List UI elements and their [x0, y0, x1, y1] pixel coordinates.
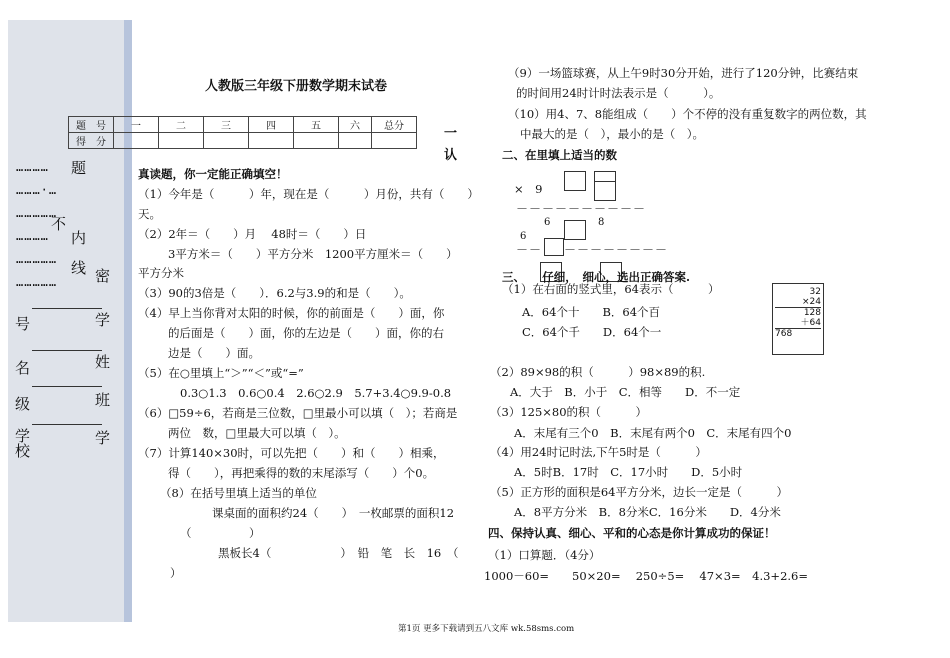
answer-box-3[interactable] — [564, 220, 586, 240]
s1-q4b: 的后面是（ ）面，你的左边是（ ）面，你的右 — [168, 326, 444, 340]
school-suffix: 学校 — [13, 428, 31, 458]
s3-q4: （4）用24时记时法,下午5时是（ ） — [490, 445, 707, 459]
s1-q4: （4）早上当你背对太阳的时候，你的前面是（ ）面，你 — [138, 306, 445, 320]
s1-q3: （3）90的3倍是（ ）．6.2与3.9的和是（ ）。 — [138, 286, 411, 300]
section4-heading: 四、保持认真、细心、平和的心态是你计算成功的保证！ — [488, 526, 776, 540]
s4-sub: （1）口算题．（4分） — [488, 548, 601, 562]
score-cell-total[interactable] — [372, 133, 417, 149]
s1-q7: （7）计算140×30时，可以先把（ ）和（ ）相乘， — [138, 446, 445, 460]
seal-dots-2: ………·… — [16, 183, 58, 197]
section1-heading: 真读题，你一定能正确填空！ — [138, 167, 288, 181]
s3-q1: （1）在右面的竖式里，64表示（ ） — [502, 282, 720, 296]
s1-q7b: 得（ ），再把乘得的数的末尾添写（ ）个0。 — [168, 466, 435, 480]
s1-q5b: 0.3○1.3 0.6○0.4 2.6○2.9 5.7+3.4○9.9-0.8 — [180, 386, 452, 400]
s3-q1a: A．64个十 B．64个百 — [522, 305, 661, 319]
score-cell-5[interactable] — [294, 133, 339, 149]
s2-dashes3: －－－－－－－－ — [564, 243, 669, 257]
section1-heading-char: 一 — [444, 126, 458, 141]
score-row-label: 得 分 — [69, 133, 114, 149]
fill-line-3 — [32, 386, 102, 387]
s3-q1b: C．64个千 D．64个一 — [522, 325, 662, 339]
fill-line-1 — [32, 308, 102, 309]
s2-dashes2: －－ — [516, 243, 543, 257]
score-header-total: 总分 — [372, 117, 417, 133]
s1-q8b: 黑板长4（ ） 铅 笔 长 16 （ — [218, 546, 459, 560]
s4-calcs: 1000－60= 50×20= 250÷5= 47×3= 4.3+2.6= — [484, 569, 808, 583]
s2-six: 6 — [544, 217, 551, 228]
s1-q6b: 两位 数，□里最大可以填（ ）。 — [168, 426, 346, 440]
s1-q6: （6）□59÷6，若商是三位数，□里最小可以填（ ）；若商是 — [138, 406, 458, 420]
seal-dots-5: …………… — [16, 252, 58, 266]
s3-q5o: A．8平方分米 B．8分米C．16分米 D．4分米 — [514, 505, 781, 519]
s1-q8a2: （ ） — [180, 526, 261, 540]
s1-q10b: 中最大的是（ ），最小的是（ ）。 — [520, 127, 704, 141]
s1-q5: （5）在○里填上“＞”“＜”或“=” — [138, 366, 304, 380]
id-suffix: 号 — [13, 316, 31, 331]
grade-label: 级 — [13, 396, 31, 411]
seal-char-bu: 不 — [49, 216, 67, 231]
s1-q2c: 平方分米 — [138, 266, 184, 280]
score-cell-6[interactable] — [339, 133, 372, 149]
seal-char-mi: 题 — [69, 160, 87, 175]
score-header-1: 一 — [114, 117, 159, 133]
section2-heading: 二、在里填上适当的数 — [502, 148, 617, 162]
s1-q4c: 边是（ ）面。 — [168, 346, 260, 360]
binding-margin — [8, 20, 132, 622]
answer-box-4[interactable] — [544, 238, 564, 256]
score-header-label: 题 号 — [69, 117, 114, 133]
calc-line-3: 128 — [803, 308, 821, 318]
s1-q10: （10）用4、7、8能组成（ ）个不停的没有重复数字的两位数，其 — [508, 107, 867, 121]
s1-q8: （8）在括号里填上适当的单位 — [160, 486, 317, 500]
class-label: 班 — [93, 392, 111, 407]
name-suffix: 名 — [13, 360, 31, 375]
s1-q9b: 的时间用24时计时法表示是（ ）。 — [516, 86, 721, 100]
seal-dots-6: …………… — [16, 275, 58, 289]
fill-line-4 — [32, 424, 102, 425]
score-cell-1[interactable] — [114, 133, 159, 149]
s1-q9: （9）一场篮球赛，从上午9时30分开始，进行了120分钟，比赛结束 — [508, 66, 859, 80]
page-title: 人教版三年级下册数学期末试卷 — [205, 79, 388, 94]
calc-line-2: ×24 — [775, 297, 821, 308]
answer-box-1[interactable] — [564, 171, 586, 191]
section3-heading: 三、 仔细， 细心，选出正确答案. — [502, 270, 691, 284]
s2-six2: 6 — [520, 231, 527, 242]
score-header-4: 四 — [249, 117, 294, 133]
s3-q2o: A．大于 B．小于 C．相等 D．不一定 — [510, 385, 741, 399]
s3-q3: （3）125×80的积（ ） — [490, 405, 648, 419]
s2-times: × 9 — [514, 182, 543, 196]
calc-line-1: 32 — [809, 287, 821, 297]
page-footer: 第1页 更多下载请到五八文库 wk.58sms.com — [398, 624, 575, 634]
vertical-calculation — [772, 283, 824, 355]
score-header-2: 二 — [159, 117, 204, 133]
score-cell-3[interactable] — [204, 133, 249, 149]
s1-q8a: 课桌面的面积约24（ ） 一枚邮票的面积12 — [212, 506, 455, 520]
s3-q2: （2）89×98的积（ ）98×89的积. — [490, 365, 706, 379]
s3-q4o: A．5时B．17时 C．17小时 D．5小时 — [514, 465, 743, 479]
seal-char-nei: 内 — [69, 230, 87, 245]
section1-heading-char2: 认 — [444, 148, 458, 163]
answer-box-2[interactable] — [594, 181, 616, 201]
seal-dots-3: …………… — [16, 206, 58, 220]
id-label: 学 — [93, 312, 111, 327]
score-cell-4[interactable] — [249, 133, 294, 149]
seal-char-xian: 线 — [69, 260, 87, 275]
s1-q8b2: ） — [170, 566, 182, 580]
s1-q2b: 3平方米＝（ ）平方分米 1200平方厘米＝（ ） — [168, 247, 458, 261]
school-label: 学 — [93, 430, 111, 445]
s2-dashes: －－－－－－－－－－ — [516, 202, 647, 216]
fill-line-2 — [32, 350, 102, 351]
s3-q3o: A．末尾有三个0 B．末尾有两个0 C．末尾有四个0 — [514, 426, 792, 440]
score-table — [68, 116, 417, 149]
calc-line-5: 768 — [775, 329, 793, 339]
seal-char-mi2: 密 — [93, 268, 111, 283]
name-label: 姓 — [93, 354, 111, 369]
seal-dots-4: ………… — [16, 229, 49, 243]
s1-q2: （2）2年＝（ ）月 48时＝（ ）日 — [138, 227, 367, 241]
score-header-5: 五 — [294, 117, 339, 133]
score-header-6: 六 — [339, 117, 372, 133]
s3-q5: （5）正方形的面积是64平方分米，边长一定是（ ） — [490, 485, 788, 499]
score-cell-2[interactable] — [159, 133, 204, 149]
score-header-3: 三 — [204, 117, 249, 133]
seal-dots-1: ………… — [16, 160, 49, 174]
calc-line-4: ＋64 — [775, 318, 821, 329]
s1-q1b: 天。 — [138, 207, 161, 221]
s1-q1: （1）今年是（ ）年，现在是（ ）月份，共有（ ） — [138, 187, 479, 201]
s2-eight: 8 — [598, 217, 605, 228]
